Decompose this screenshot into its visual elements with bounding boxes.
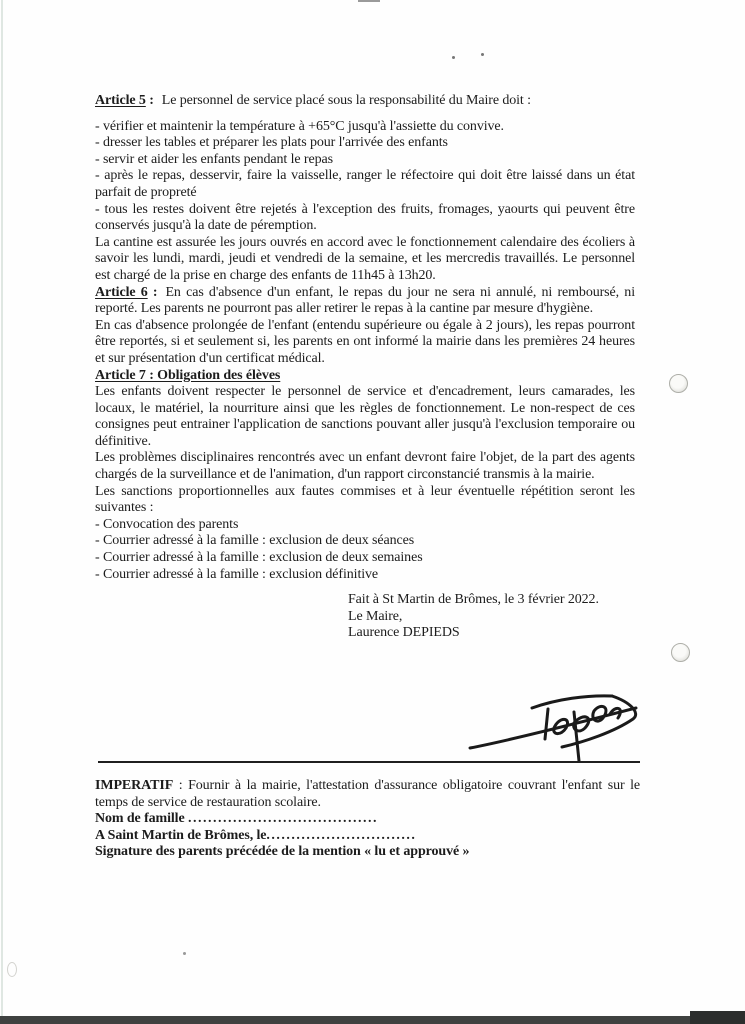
place-date-line: Fait à St Martin de Brômes, le 3 février 2022.: [348, 592, 599, 608]
article5-intro: Le personnel de service placé sous la responsabilité du Maire doit :: [161, 93, 531, 108]
list-item: - Convocation des parents: [95, 516, 239, 532]
imperatif-label: IMPERATIF: [95, 778, 174, 793]
article5-heading-line: [95, 93, 635, 110]
list-item: - tous les restes doivent être rejetés à l'exception des fruits, fromages, yaourts qui peuvent être conservés jusqu'à la date de péremption.: [95, 201, 635, 234]
family-name-dotted-blank: ......................................: [187, 811, 378, 827]
document-body: [95, 93, 635, 642]
article6-title: Article 6: [95, 284, 148, 300]
scan-bottom-edge: [0, 1016, 745, 1024]
article6-paragraph-2: En cas d'absence prolongée de l'enfant (entendu supérieure ou égale à 2 jours), les repas pourront être reportés, si et seulement si, les parents en ont informé la mairie dans les premières 24 heures et sur présentation d'un certificat médical.: [95, 317, 635, 366]
parents-signature-instruction: Signature des parents précédée de la mention « lu et approuvé »: [95, 844, 470, 860]
scan-speck: [183, 952, 186, 955]
article6-paragraph-1: [95, 285, 635, 318]
scan-smudge: [7, 962, 17, 977]
list-item: - après le repas, desservir, faire la vaisselle, ranger le réfectoire qui doit être laissé dans un état parfait de propreté: [95, 168, 635, 200]
article6-colon: :: [147, 284, 158, 300]
article5-title: Article 5: [95, 93, 146, 108]
family-name-line: [95, 811, 640, 828]
punch-hole-top: [669, 374, 688, 393]
article7-title: Article 7 : Obligation des élèves: [95, 367, 281, 383]
article7-paragraph-1: Les enfants doivent respecter le personnel de service et d'encadrement, leurs camarades, les locaux, le matériel, la nourriture ainsi que les règles de fonctionnement. Le non-respect de ces consignes peut entrainer l'application de sanctions pouvant aller jusqu'à l'exclusion temporaire ou définitive.: [95, 384, 635, 449]
article6-text-1: En cas d'absence d'un enfant, le repas du jour ne sera ni annulé, ni remboursé, ni reporté. Les parents ne pourront pas aller retirer le repas à la cantine par mesure d'hygiène.: [95, 284, 635, 317]
list-item: - servir et aider les enfants pendant le repas: [95, 151, 333, 167]
handwritten-signature-image: [462, 684, 648, 768]
imperatif-text: : Fournir à la mairie, l'attestation d'assurance obligatoire couvrant l'enfant sur le temps de service de restauration scolaire.: [95, 778, 640, 810]
closing-block: [348, 592, 635, 642]
list-item: - Courrier adressé à la famille : exclusion de deux séances: [95, 533, 415, 549]
date-dotted-blank: ..............................: [266, 827, 417, 843]
place-date-fill-line: [95, 828, 640, 845]
signatory-name: Laurence DEPIEDS: [348, 625, 460, 641]
family-name-label: Nom de famille: [95, 811, 188, 827]
imperatif-paragraph: [95, 778, 640, 811]
sanctions-list: [95, 517, 635, 583]
footer-form-block: [95, 778, 640, 861]
article5-duties-list: [95, 119, 635, 235]
list-item: - dresser les tables et préparer les plats pour l'arrivée des enfants: [95, 135, 448, 151]
list-item: - Courrier adressé à la famille : exclusion définitive: [95, 566, 379, 582]
list-item: - Courrier adressé à la famille : exclusion de deux semaines: [95, 550, 423, 566]
scan-speck: [452, 56, 455, 59]
article7-paragraph-3: Les sanctions proportionnelles aux fautes commises et à leur éventuelle répétition seront les suivantes :: [95, 483, 635, 516]
section-divider-rule: [98, 761, 640, 763]
punch-hole-bottom: [671, 643, 690, 662]
list-item: - vérifier et maintenir la température à +65°C jusqu'à l'assiette du convive.: [95, 118, 504, 134]
article7-paragraph-2: Les problèmes disciplinaires rencontrés avec un enfant devront faire l'objet, de la part des agents chargés de la surveillance et de l'animation, d'un rapport circonstancié transmis à la mairie.: [95, 450, 635, 483]
scan-edge-artifact: [1, 0, 3, 1024]
signatory-role: Le Maire,: [348, 608, 403, 624]
place-line-label: A Saint Martin de Brômes, le: [95, 827, 267, 843]
scan-bottom-edge-corner: [690, 1011, 745, 1024]
scan-top-artifact: [358, 0, 380, 2]
article5-colon: :: [145, 93, 154, 108]
cantine-paragraph: La cantine est assurée les jours ouvrés en accord avec le fonctionnement calendaire des écoliers à savoir les lundi, mardi, jeudi et vendredi de la semaine, et les mercredis travaillés. Le personnel est chargé de la prise en charge des enfants de 11h45 à 13h20.: [95, 234, 635, 283]
scan-speck: [481, 53, 484, 56]
